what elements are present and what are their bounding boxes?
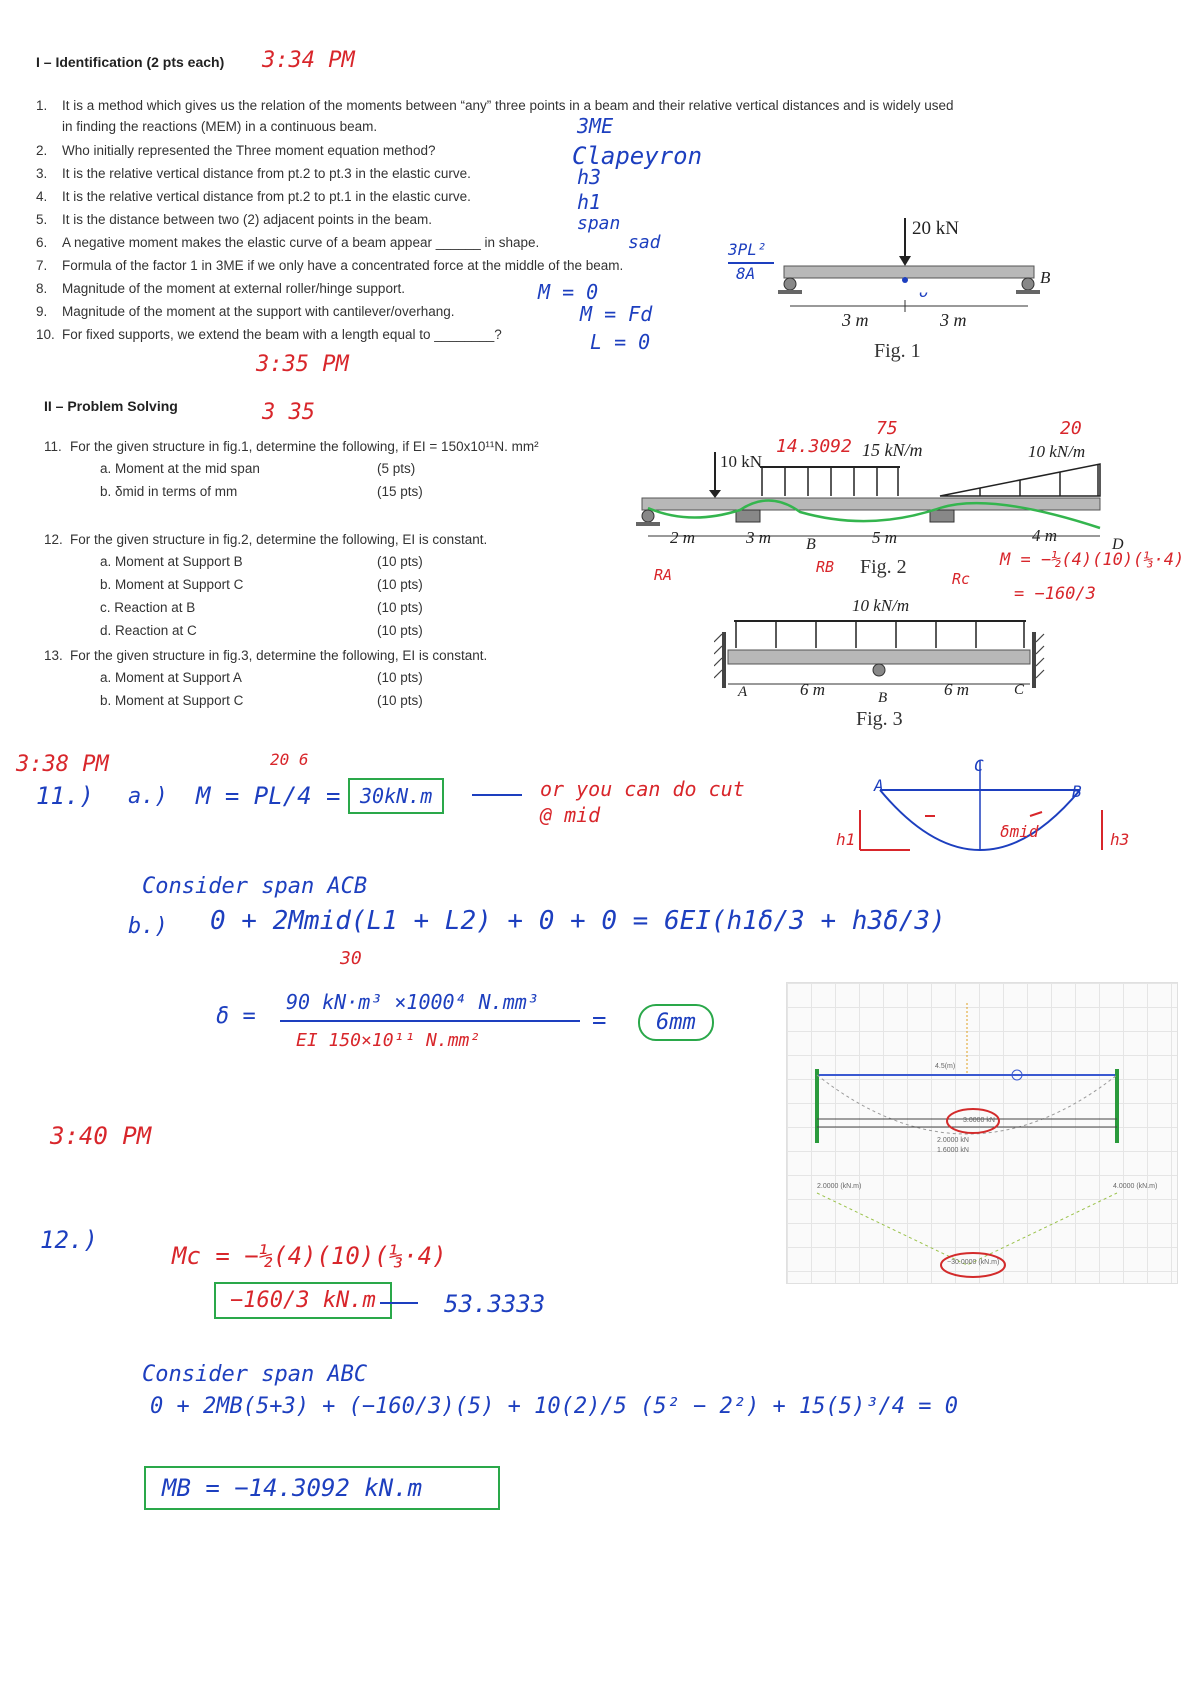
q12-item-d: d. Reaction at C [100,623,197,638]
sketch-label-b: B [1072,782,1082,801]
fig3-wall-left [722,632,726,688]
q12-item-b-pts: (10 pts) [377,577,423,592]
work-mc-arrow [380,1302,418,1304]
fig2-note-rc: Rc [952,570,971,588]
fig2-support-a [642,510,654,522]
work-delta-den: EI 150×10¹¹ N.mm² [296,1030,481,1051]
fig2-label-b: B [806,536,816,553]
work-consider1: Consider span ACB [142,874,368,899]
question-1: 1. It is a method which gives us the relation of the moments between “any” three points in a beam and their relative vertical distances and is widely used [36,98,954,113]
question-12: 12. For the given structure in fig.2, determine the following, EI is constant. [44,532,488,547]
fig1-beam [784,266,1034,278]
work-a-note: or you can do cut @ mid [540,777,745,827]
work-delta-bar [280,1020,580,1022]
sketch-label-h1: h1 [836,830,856,849]
fig2-support-b [736,510,760,522]
work-q12: 12.) [40,1226,98,1254]
q13-item-a: a. Moment at Support A [100,670,242,685]
fig1-base-b [1016,290,1040,294]
fig2-span-c: 5 m [872,528,898,547]
question-3: 3. It is the relative vertical distance from pt.2 to pt.3 in the elastic curve. [36,166,471,181]
sketch-label-dmid: δmid [1000,822,1039,841]
work-mc-result: −160/3 kN.m [214,1282,392,1319]
work-a-label: a.) [128,784,168,809]
question-5: 5. It is the distance between two (2) adjacent points in the beam. [36,212,432,227]
fig2-note-rb: RB [816,558,835,576]
software-moment-diagram [817,1193,1117,1265]
fig1-mid-dot [902,277,908,283]
part2-time: 3 35 [262,400,315,425]
fig2-udl-label: 15 kN/m [862,440,923,460]
question-10: 10. For fixed supports, we extend the beam with a length equal to ________? [36,327,502,342]
answer-9: M = Fd [580,302,653,326]
fig3-label-c: C [1014,682,1025,698]
fig3-wall-right [1032,632,1036,688]
answer-10: L = 0 [590,330,651,354]
fig3-diagram [714,612,1054,702]
fig1-span1: 3 m [842,310,869,330]
answer-7-num: 3PL² [728,240,767,259]
q12-item-c: c. Reaction at B [100,600,196,615]
work-delta-lhs: δ = [216,1004,256,1029]
q12-item-a: a. Moment at Support B [100,554,243,569]
q13-item-b-pts: (10 pts) [377,693,423,708]
fig3-label-b: B [878,690,888,706]
part1-title: I – Identification (2 pts each) [36,54,225,70]
fig1-support-b [1022,278,1034,290]
fig2-udl-top [760,466,900,468]
fig2-tri-label: 10 kN/m [1028,442,1086,461]
question-2: 2. Who initially represented the Three moment equation method? [36,143,436,158]
fig3-udl-arrows [736,620,1024,648]
question-9: 9. Magnitude of the moment at the support with cantilever/overhang. [36,304,455,319]
work-abc-eq: 0 + 2MB(5+3) + (−160/3)(5) + 10(2)/5 (5² − 2²) + 15(5)³/4 = 0 [150,1394,958,1419]
answer-4: h1 [577,190,602,214]
q11-item-a-pts: (5 pts) [377,461,416,476]
fig2-span-d: 4 m [1032,526,1058,545]
question-13: 13. For the given structure in fig.3, determine the following, EI is constant. [44,648,488,663]
fig3-caption: Fig. 3 [856,708,903,730]
part1-time-start: 3:34 PM [262,48,355,73]
question-8: 8. Magnitude of the moment at external roller/hinge support. [36,281,405,296]
fig1-base-a [778,290,802,294]
q12-item-c-pts: (10 pts) [377,600,423,615]
work-q11: 11.) [36,782,94,810]
software-label-m1: 2.0000 kN [937,1137,969,1144]
work-delta-result: 6mm [638,1004,714,1041]
answer-6: sad [628,232,661,253]
work-a-arrow [472,794,522,796]
sketch-label-c: C [974,756,984,775]
fig2-support-c [930,510,954,522]
software-diagram [787,983,1177,1283]
fig2-note-eq2: = −160/3 [1014,584,1096,604]
software-label-mid: 3.0000 kN [963,1117,995,1124]
work-consider2: Consider span ABC [142,1362,368,1387]
part2-title: II – Problem Solving [44,398,178,414]
fig2-note-ra: RA [654,566,673,584]
software-label-right: 4.0000 (kN.m) [1113,1183,1158,1190]
sketch-label-h3: h3 [1110,830,1130,849]
software-label-bottom: −30.0000 (kN.m) [947,1259,1000,1266]
fig1-label-b: B [1040,268,1051,287]
question-4: 4. It is the relative vertical distance from pt.2 to pt.1 in the elastic curve. [36,189,471,204]
q12-item-a-pts: (10 pts) [377,554,423,569]
q11-item-a: a. Moment at the mid span [100,461,260,476]
answer-1: 3ME [577,114,614,138]
fig3-load-label: 10 kN/m [852,596,910,615]
q13-item-a-pts: (10 pts) [377,670,423,685]
fig2-note-eq: M = −½(4)(10)(⅓·4) [1000,550,1185,570]
work-b-label: b.) [128,914,168,939]
fig2-note-mb: 14.3092 [776,436,852,457]
work-mc-eq: Mc = −½(4)(10)(⅓·4) [172,1242,447,1270]
fig1-caption: Fig. 1 [874,340,921,362]
fig2-caption: Fig. 2 [860,556,907,578]
answer-3: h3 [577,165,602,189]
q12-item-d-pts: (10 pts) [377,623,423,638]
fig2-span-b: 3 m [746,528,772,547]
question-11: 11. For the given structure in fig.1, determine the following, if EI = 150x10¹¹N. mm² [44,439,539,454]
fig2-tri-arrows [980,464,1098,496]
work-mc-decimal: 53.3333 [444,1290,546,1318]
fig1-span2: 3 m [940,310,967,330]
work-b-eq: 0 + 2Mmid(L1 + L2) + 0 + 0 = 6EI(h1δ/3 + h3δ/3) [210,906,946,936]
fig2-label-d: D [1112,536,1124,553]
work-time2: 3:40 PM [50,1122,152,1150]
fig2-udl-arrows [762,466,898,496]
work-b-sub: 30 [340,948,362,969]
fig2-base-a [636,522,660,526]
fig2-span-a: 2 m [670,528,696,547]
sketch-tick-2 [1030,812,1042,816]
software-label-len: 4.5(m) [935,1063,956,1070]
q11-item-b-pts: (15 pts) [377,484,423,499]
fig1-mid-mark: ᴗ [918,282,928,301]
sketch-label-a: A [874,776,884,795]
q11-item-b: b. δmid in terms of mm [100,484,238,499]
software-panel [786,982,1178,1284]
q12-item-b: b. Moment at Support C [100,577,244,592]
work-a-eq: M = PL/4 = [196,782,341,810]
work-mb-result: MB = −14.3092 kN.m [144,1466,500,1510]
fig1-arrowhead [899,256,911,266]
software-label-m2: 1.6000 kN [937,1147,969,1154]
q13-item-b: b. Moment at Support C [100,693,244,708]
fig3-udl-top [734,620,1026,622]
software-deflection [817,1075,1117,1134]
question-7: 7. Formula of the factor 1 in 3ME if we only have a concentrated force at the middle of the beam. [36,258,624,273]
fig2-note-75: 75 [876,418,898,439]
answer-7-den: 8A [736,264,756,283]
software-label-left: 2.0000 (kN.m) [817,1183,862,1190]
part1-time-end: 3:35 PM [256,352,349,377]
work-delta-num: 90 kN·m³ ×1000⁴ N.mm³ [286,990,539,1014]
fig2-note-20: 20 [1060,418,1082,439]
fig1-support-a [784,278,796,290]
fig3-beam [728,650,1030,664]
fig3-support-b [873,664,885,676]
question-1-cont: in finding the reactions (MEM) in a continuous beam. [62,119,378,134]
work-time1: 3:38 PM [16,752,109,777]
work-delta-eq: = [592,1006,607,1034]
work-a-result: 30kN.m [348,778,444,814]
fig3-label-a: A [738,684,748,700]
fig3-span2: 6 m [944,680,970,699]
fig3-span1: 6 m [800,680,826,699]
answer-2: Clapeyron [572,142,703,170]
answer-5: span [577,213,621,234]
question-6: 6. A negative moment makes the elastic curve of a beam appear ______ in shape. [36,235,540,250]
fig2-point-load-label: 10 kN [720,452,763,471]
fig2-point-arrowhead [709,490,721,498]
fig1-load-label: 20 kN [912,218,959,239]
work-a-num-top: 20 6 [270,750,309,769]
answer-8: M = 0 [538,280,599,304]
